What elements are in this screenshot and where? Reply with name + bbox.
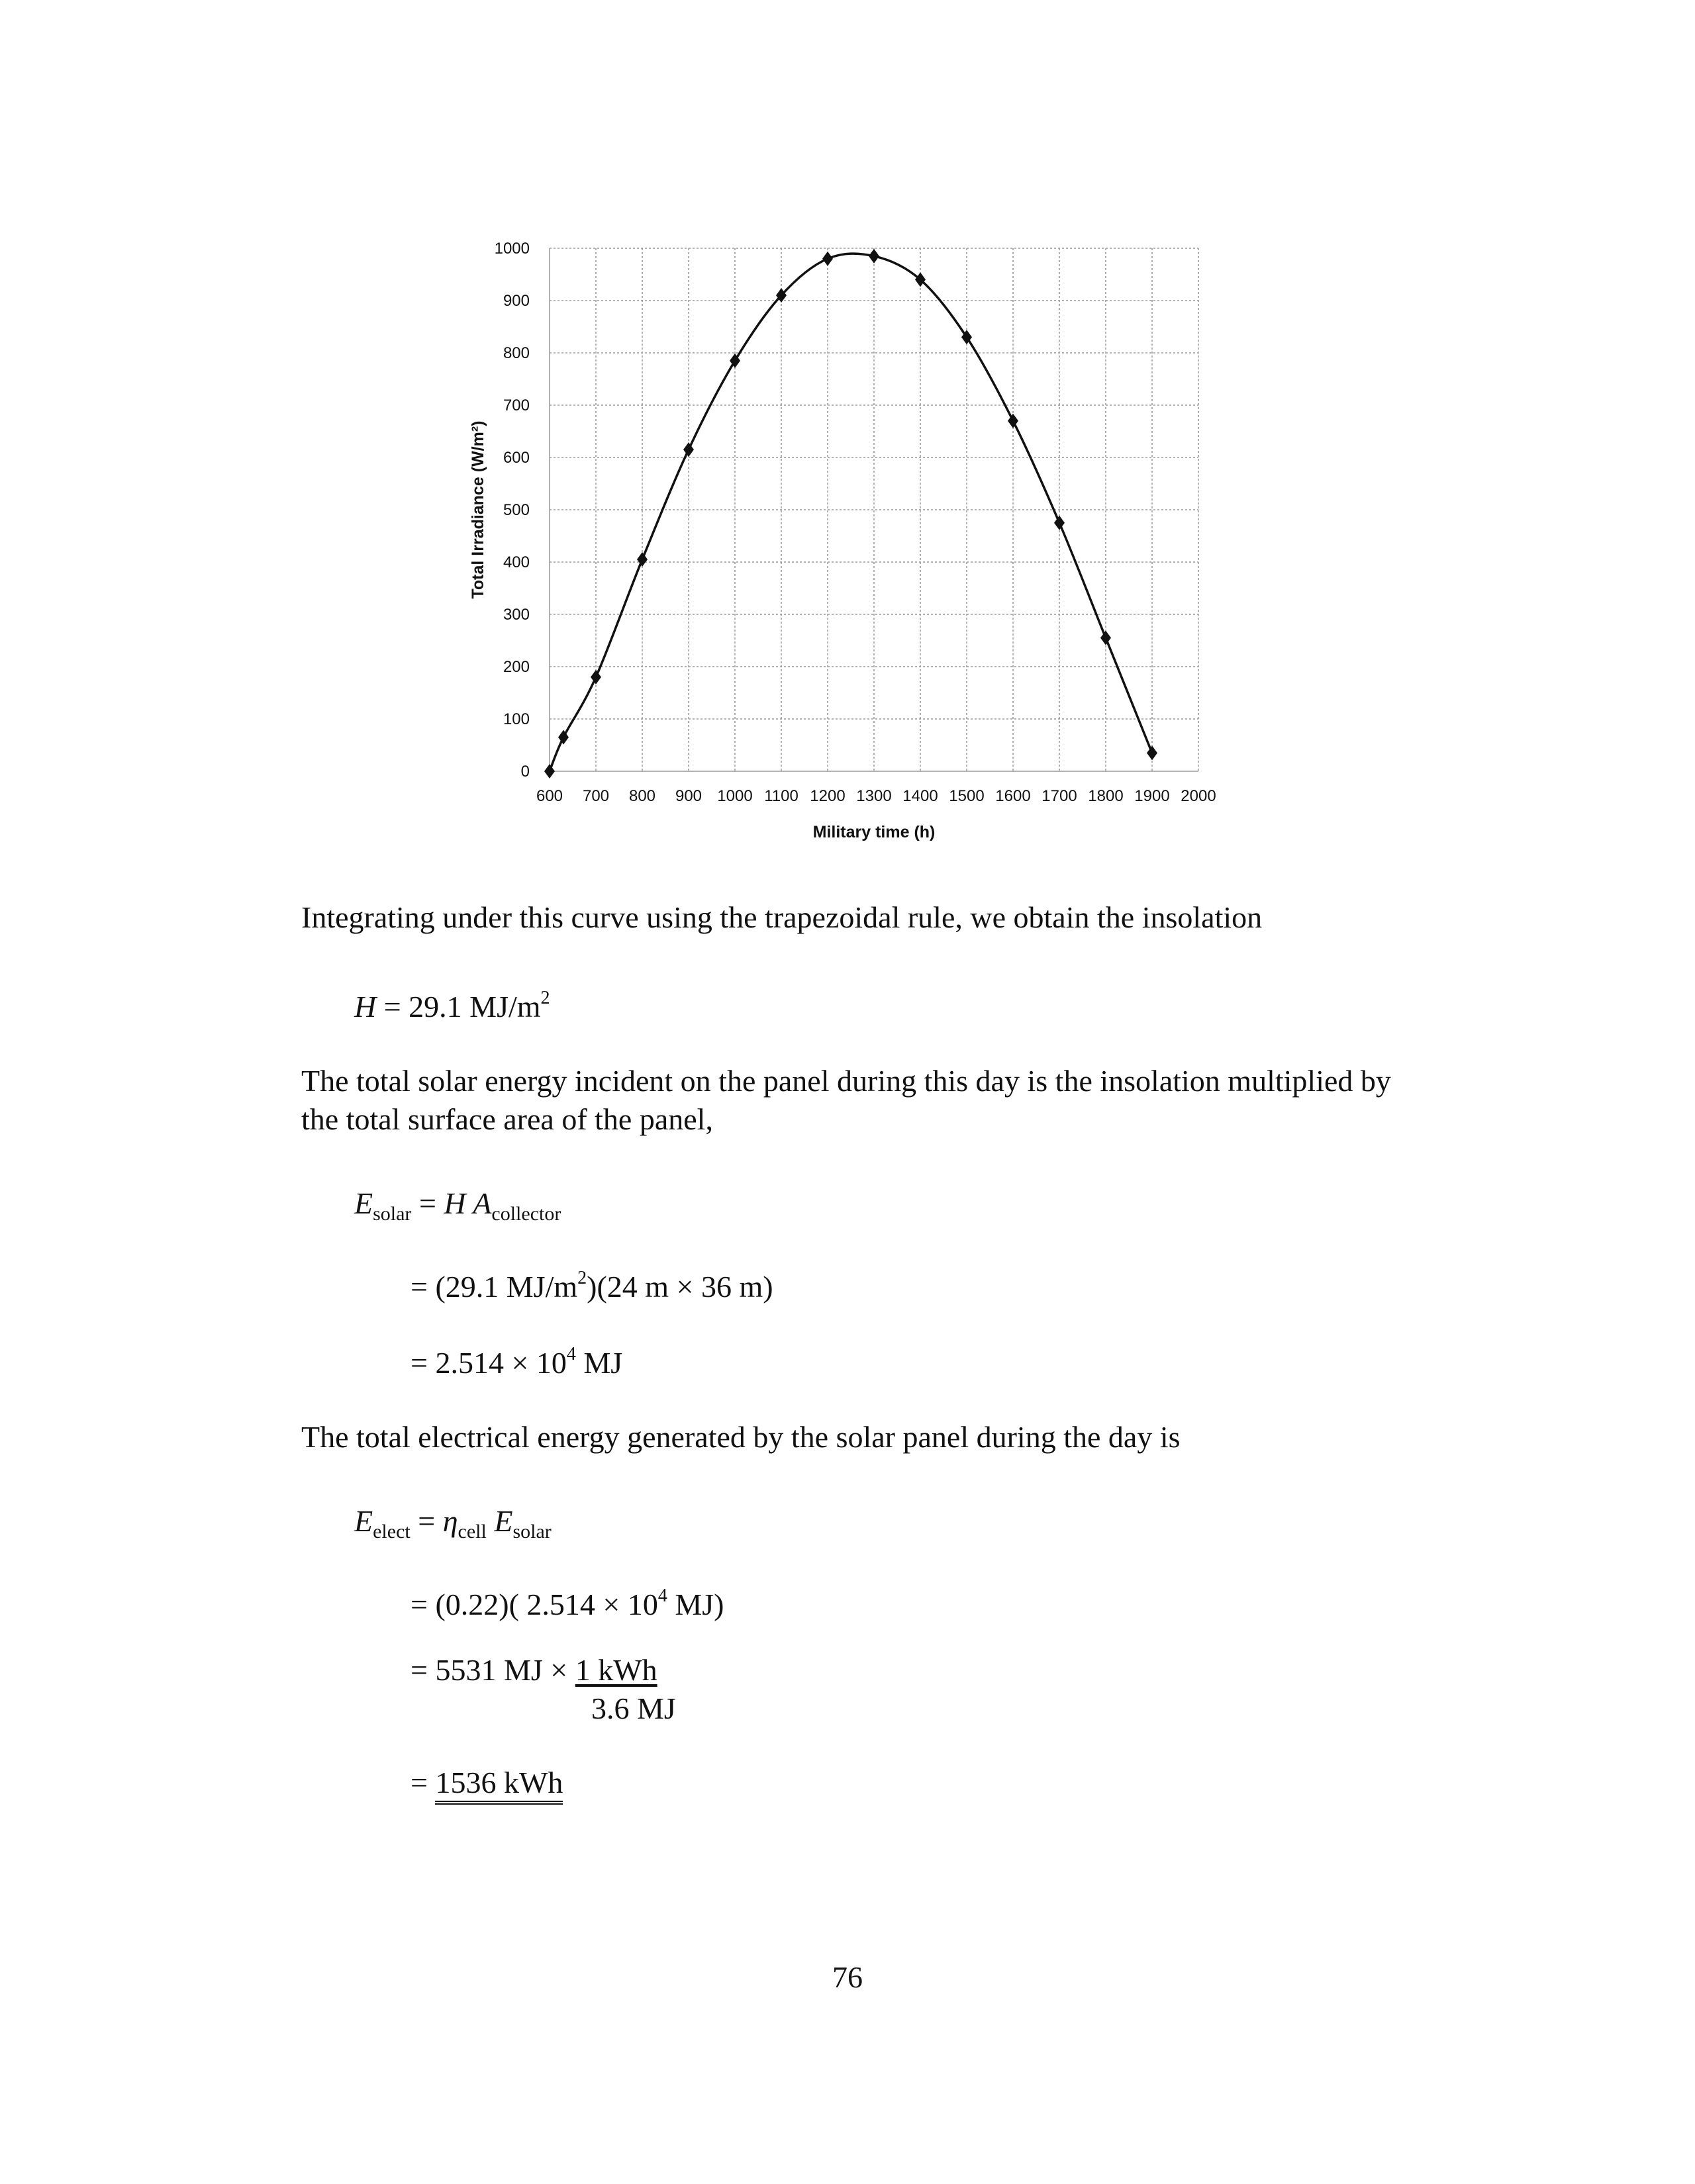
data-markers [544,249,1157,779]
data-point-marker [1054,516,1065,530]
x-tick-label: 800 [628,787,656,805]
paragraph-total-solar-1: The total solar energy incident on the panel during this day is the insolation multiplied by [301,1064,1391,1098]
page-number: 76 [832,1960,863,1994]
y-tick-label: 400 [503,553,530,571]
x-tick-label: 1700 [1041,787,1077,805]
equation-eelect-result [411,1764,563,1801]
eelect-fraction-denominator: 3.6 MJ [591,1691,676,1725]
x-tick-label: 1200 [810,787,846,805]
esolar-A: A [465,1186,492,1220]
esolar-line3-a: = 2.514 × 10 [411,1346,567,1380]
y-tick-labels [495,240,530,781]
y-tick-label: 800 [503,344,530,362]
irradiance-chart [450,225,1245,861]
x-axis-label: Military time (h) [812,823,936,841]
y-tick-label: 0 [520,763,530,781]
y-axis-label: Total Irradiance (W/m²) [469,420,487,599]
eelect-line2-sup: 4 [657,1586,667,1606]
eq-H-sup: 2 [540,988,550,1008]
x-tick-label: 900 [675,787,702,805]
data-point-marker [544,764,555,779]
x-tick-label: 700 [582,787,610,805]
eelect-sub: elect [373,1521,411,1543]
x-tick-label: 2000 [1181,787,1216,805]
esolar-line2-b: )(24 m × 36 m) [587,1270,773,1304]
eelect-line2-b: MJ) [667,1588,724,1621]
y-tick-label: 700 [503,397,530,414]
y-tick-label: 200 [503,658,530,676]
paragraph-total-solar-2: the total surface area of the panel, [301,1102,713,1136]
x-tick-labels [536,787,1216,805]
y-tick-label: 900 [503,292,530,310]
paragraph-insolation: Integrating under this curve using the trapezoidal rule, we obtain the insolation [301,900,1263,934]
eelect-E2: E [486,1504,513,1538]
eq-H-value: = 29.1 MJ/m [376,990,541,1023]
data-point-marker [869,249,879,263]
eelect-fraction-numerator: 1 kWh [575,1653,657,1687]
irradiance-curve [550,254,1152,771]
equation-esolar-line3 [411,1336,622,1382]
eelect-E: E [354,1504,373,1538]
x-tick-label: 1800 [1088,787,1124,805]
equation-eelect-line3 [411,1652,657,1689]
x-tick-label: 1000 [717,787,753,805]
equation-esolar-line2 [411,1260,773,1306]
eelect-eta-sub: cell [458,1521,487,1543]
x-tick-label: 1500 [949,787,985,805]
esolar-line2-sup: 2 [577,1268,587,1288]
esolar-eq: = [411,1186,444,1220]
x-tick-label: 1600 [995,787,1031,805]
data-point-marker [1100,631,1111,645]
data-point-marker [591,670,601,685]
data-point-marker [915,272,926,287]
equation-eelect [354,1503,552,1550]
equation-esolar [354,1185,561,1233]
data-point-marker [683,442,694,457]
y-tick-label: 600 [503,449,530,467]
data-point-marker [1147,745,1157,760]
paragraph-electrical-energy: The total electrical energy generated by the solar panel during the day is [301,1420,1181,1454]
esolar-H: H [444,1186,466,1220]
eq-var-H: H [354,990,377,1023]
eelect-line2-a: = (0.22)( 2.514 × 10 [411,1588,658,1621]
data-point-marker [637,552,648,567]
eelect-eq: = [410,1504,443,1538]
x-tick-label: 1300 [856,787,892,805]
equation-insolation [354,980,550,1025]
eelect-result-value: 1536 kWh [435,1766,563,1805]
x-tick-label: 600 [536,787,563,805]
x-tick-label: 1400 [902,787,938,805]
esolar-line2-a: = (29.1 MJ/m [411,1270,578,1304]
y-tick-label: 100 [503,710,530,728]
chart-grid [550,248,1198,771]
esolar-sub: solar [373,1203,412,1225]
y-tick-label: 300 [503,606,530,624]
y-tick-label: 500 [503,501,530,519]
y-tick-label: 1000 [494,240,530,258]
eelect-E2-sub: solar [512,1521,552,1543]
esolar-E: E [354,1186,373,1220]
eelect-line3-a: = 5531 MJ × [411,1653,575,1687]
x-tick-label: 1100 [764,787,799,805]
data-point-marker [822,252,833,266]
esolar-A-sub: collector [491,1203,561,1225]
eelect-result-eq: = [411,1766,436,1799]
equation-eelect-line2 [411,1578,724,1623]
eelect-eta: η [442,1504,458,1538]
esolar-line3-sup: 4 [566,1344,576,1364]
esolar-line3-b: MJ [575,1346,623,1380]
x-tick-label: 1900 [1134,787,1170,805]
